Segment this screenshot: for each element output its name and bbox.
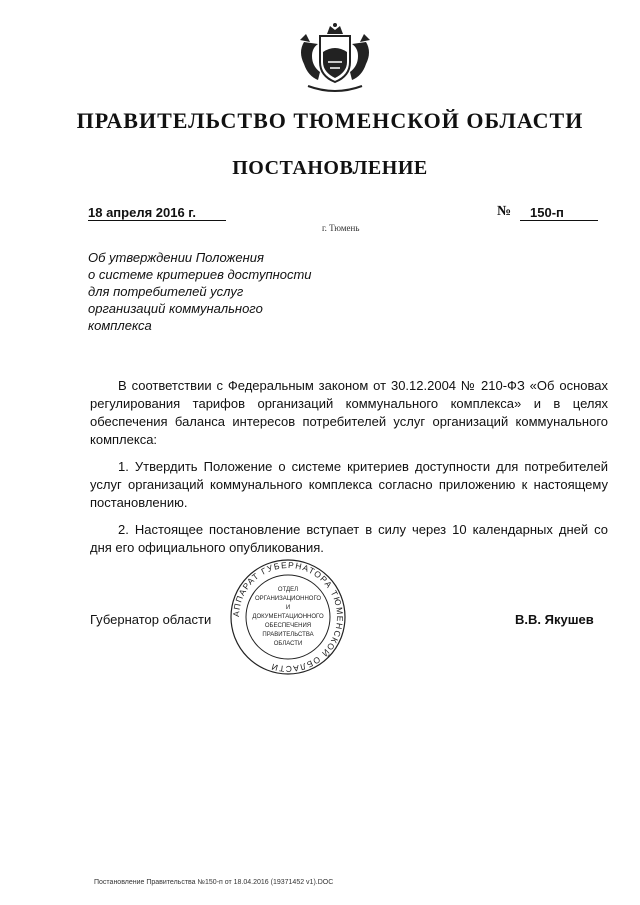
document-type: ПОСТАНОВЛЕНИЕ <box>232 157 428 179</box>
subject-line: для потребителей услуг <box>88 284 244 299</box>
signatory-title: Губернатор области <box>90 612 212 627</box>
document-number: 150-п <box>520 205 598 221</box>
subject-line: Об утверждении Положения <box>88 250 264 265</box>
item-1-paragraph: 1. Утвердить Положение о системе критериев доступности для потребителей услуг организаций коммунального комплекса согласно приложению к настоящему постановлению. <box>90 459 608 510</box>
stamp-line: И <box>285 605 291 611</box>
city: г. Тюмень <box>322 223 360 233</box>
number-label: № <box>497 204 512 219</box>
document-body <box>90 377 608 566</box>
stamp-line: ОРГАНИЗАЦИОННОГО <box>254 596 322 602</box>
document-date: 18 апреля 2016 г. <box>88 205 226 221</box>
stamp-outer-text: АППАРАТ ГУБЕРНАТОРА ТЮМЕНСКОЙ ОБЛАСТИ <box>230 559 346 675</box>
item-2-paragraph: 2. Настоящее постановление вступает в силу через 10 календарных дней со дня его официального опубликования. <box>90 522 608 555</box>
stamp-line: ОБЕСПЕЧЕНИЯ <box>264 623 312 629</box>
intro-paragraph: В соответствии с Федеральным законом от 30.12.2004 № 210-ФЗ «Об основах регулирования тарифов организаций коммунального комплекса» и в целях обеспечения баланса интересов потребителей услуг организаций коммунального комплекса: <box>90 378 608 447</box>
official-stamp <box>228 557 348 677</box>
footer-file-info: Постановление Правительства №150-п от 18.04.2016 (19371452 v1).DOC <box>94 879 334 886</box>
subject-line: о системе критериев доступности <box>88 267 312 282</box>
stamp-line: ДОКУМЕНТАЦИОННОГО <box>252 614 324 620</box>
stamp-line: ОБЛАСТИ <box>273 641 303 647</box>
subject-line: комплекса <box>88 318 152 333</box>
stamp-line: ОТДЕЛ <box>277 587 299 593</box>
stamp-line: ПРАВИТЕЛЬСТВА <box>262 632 314 638</box>
document-subject <box>88 249 388 334</box>
subject-line: организаций коммунального <box>88 301 263 316</box>
government-name: ПРАВИТЕЛЬСТВО ТЮМЕНСКОЙ ОБЛАСТИ <box>76 108 584 133</box>
coat-of-arms-emblem <box>290 22 380 94</box>
signatory-name: В.В. Якушев <box>515 612 594 627</box>
